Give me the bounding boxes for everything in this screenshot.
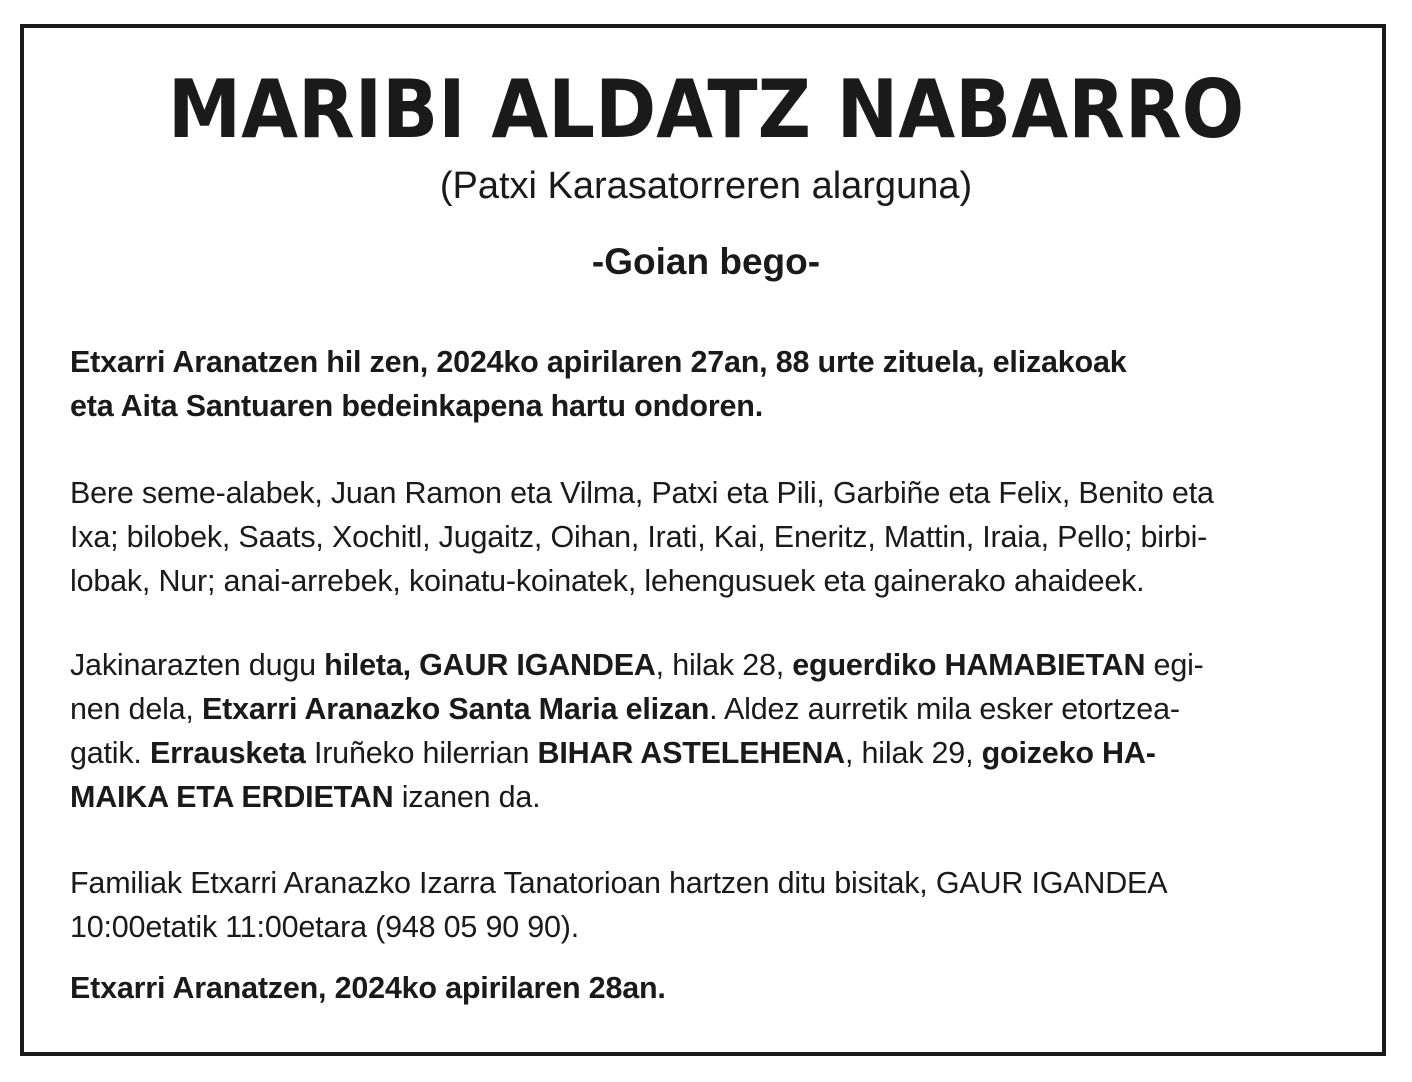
text-run: Iruñeko hilerrian: [305, 736, 538, 770]
text-run: gatik.: [70, 736, 150, 770]
funeral-emphasis: hileta, GAUR IGANDEA: [324, 648, 656, 682]
cremation-day: BIHAR ASTELEHENA: [537, 736, 845, 770]
text-run: Jakinarazten dugu: [70, 648, 325, 682]
family-line: Ixa; bilobek, Saats, Xochitl, Jugaitz, Oihan, Irati, Kai, Eneritz, Mattin, Iraia, Pello; birbi-: [70, 520, 1208, 554]
funeral-paragraph: [70, 643, 1342, 819]
text-run: nen dela,: [70, 692, 202, 726]
visits-paragraph: [70, 861, 1342, 949]
text-run: egi-: [1145, 648, 1204, 682]
funeral-line: [70, 643, 1342, 687]
funeral-time: eguerdiko HAMABIETAN: [792, 648, 1146, 682]
cremation-time: goizeko HA-: [981, 736, 1156, 770]
death-line: eta Aita Santuaren bedeinkapena hartu ondoren.: [70, 389, 764, 423]
funeral-line: [70, 731, 1342, 775]
rip-phrase: -Goian bego-: [591, 241, 821, 282]
cremation-time-cont: MAIKA ETA ERDIETAN: [70, 780, 394, 814]
text-run: , hilak 29,: [845, 736, 982, 770]
text-run: , hilak 28,: [655, 648, 793, 682]
text-run: izanen da.: [393, 780, 541, 814]
funeral-line: [70, 775, 1342, 819]
funeral-line: [70, 687, 1342, 731]
death-paragraph: [70, 340, 1342, 428]
visits-line: 10:00etatik 11:00etara (948 05 90 90).: [70, 910, 580, 944]
deceased-name: MARIBI ALDATZ NABARRO: [167, 63, 1245, 156]
subtitle: (Patxi Karasatorreren alarguna): [439, 165, 973, 207]
family-paragraph: [70, 471, 1342, 603]
cremation-label: Errausketa: [149, 736, 306, 770]
church-name: Etxarri Aranazko Santa Maria elizan: [201, 692, 710, 726]
text-run: . Aldez aurretik mila esker etortzea-: [709, 692, 1180, 726]
death-line: Etxarri Aranatzen hil zen, 2024ko apirilaren 27an, 88 urte zituela, elizakoak: [70, 345, 1127, 379]
closing-line: Etxarri Aranatzen, 2024ko apirilaren 28an.: [70, 971, 666, 1005]
family-line: Bere seme-alabek, Juan Ramon eta Vilma, Patxi eta Pili, Garbiñe eta Felix, Benito eta: [70, 476, 1214, 510]
family-line: lobak, Nur; anai-arrebek, koinatu-koinatek, lehengusuek eta gainerako ahaideek.: [70, 564, 1145, 598]
visits-line: Familiak Etxarri Aranazko Izarra Tanatorioan hartzen ditu bisitak, GAUR IGANDEA: [70, 866, 1168, 900]
